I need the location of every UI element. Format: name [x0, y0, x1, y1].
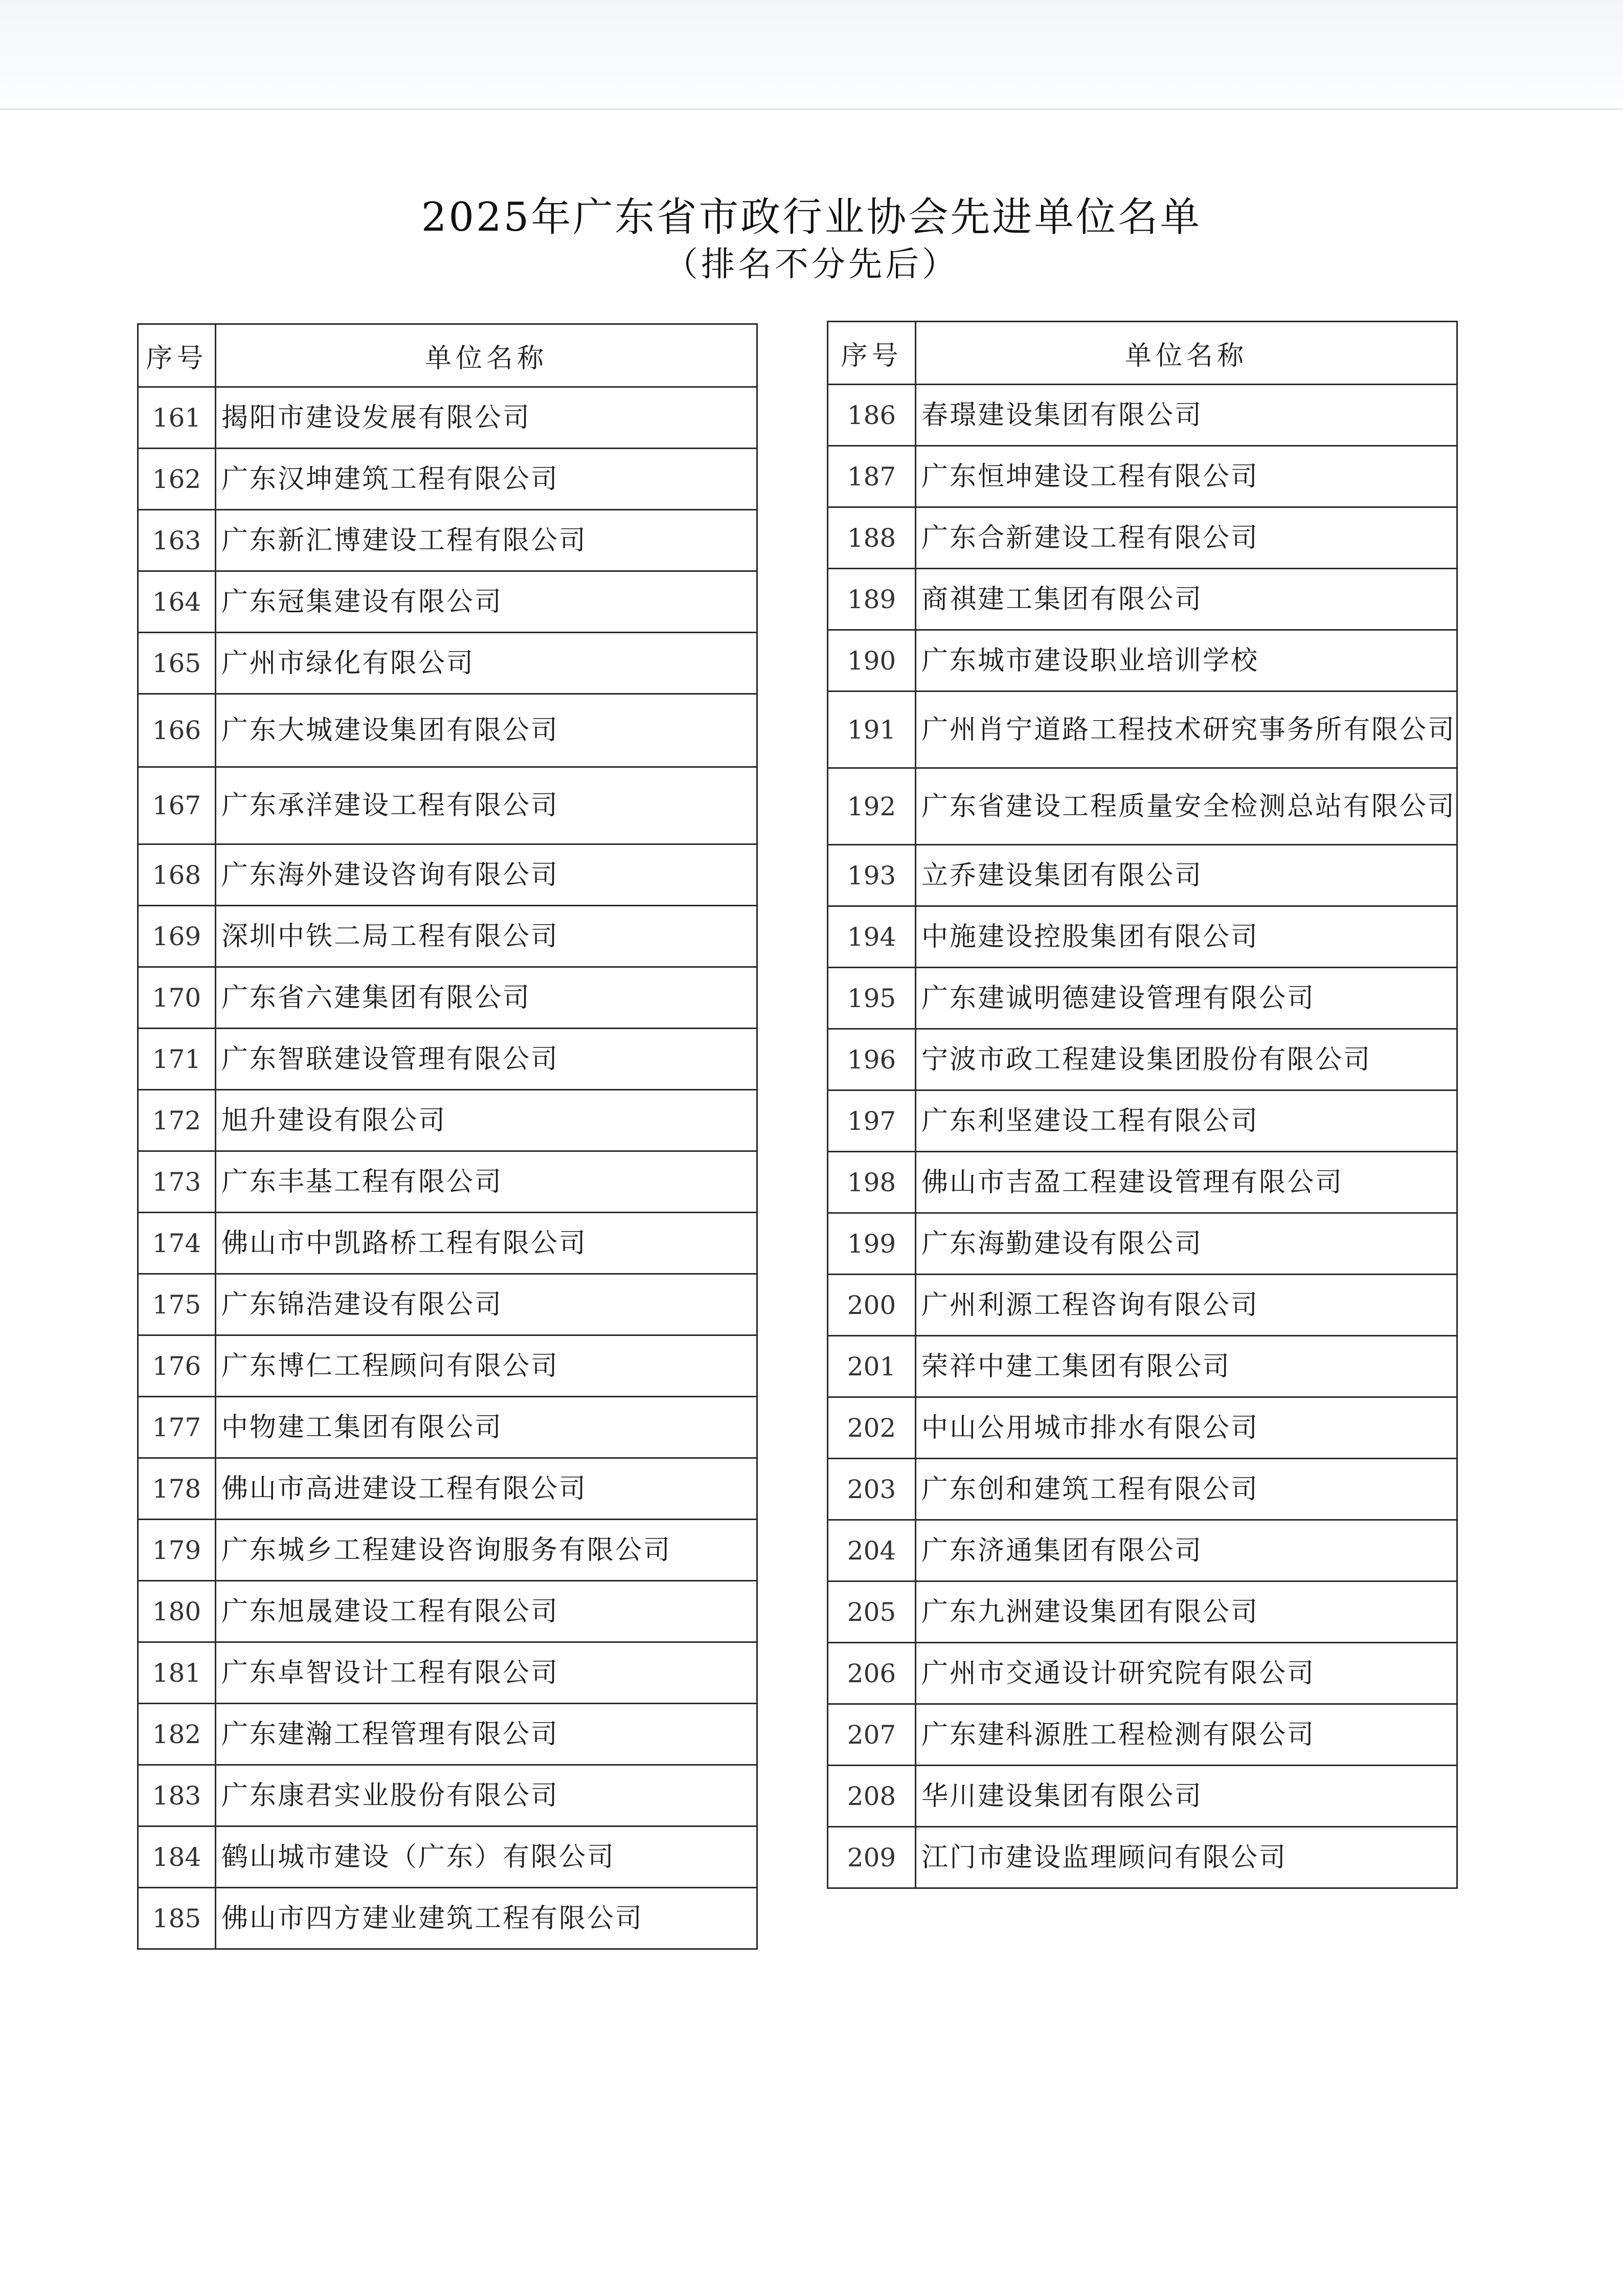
table-row — [828, 906, 1457, 968]
row-unit-name: 佛山市吉盈工程建设管理有限公司 — [916, 1152, 1457, 1213]
row-index: 186 — [828, 385, 916, 446]
row-index: 173 — [138, 1151, 216, 1213]
row-unit-name: 广州肖宁道路工程技术研究事务所有限公司 — [916, 692, 1457, 768]
table-row — [138, 1274, 757, 1335]
row-index: 164 — [138, 571, 216, 633]
row-index: 208 — [828, 1766, 916, 1827]
row-unit-name: 佛山市高进建设工程有限公司 — [216, 1458, 757, 1520]
row-unit-name: 广东汉坤建筑工程有限公司 — [216, 449, 757, 510]
row-index: 169 — [138, 906, 216, 967]
table-row — [828, 1336, 1457, 1397]
row-unit-name: 广东省建设工程质量安全检测总站有限公司 — [916, 768, 1457, 845]
row-index: 180 — [138, 1581, 216, 1642]
row-index: 185 — [138, 1888, 216, 1949]
row-unit-name: 广东博仁工程顾问有限公司 — [216, 1335, 757, 1397]
row-unit-name: 广东济通集团有限公司 — [916, 1520, 1457, 1581]
row-unit-name: 广东智联建设管理有限公司 — [216, 1029, 757, 1090]
row-unit-name: 广东新汇博建设工程有限公司 — [216, 510, 757, 571]
scan-edge-line — [0, 108, 1623, 110]
row-unit-name: 广东锦浩建设有限公司 — [216, 1274, 757, 1335]
row-index: 206 — [828, 1643, 916, 1704]
row-unit-name: 广东丰基工程有限公司 — [216, 1151, 757, 1213]
row-index: 202 — [828, 1397, 916, 1459]
row-index: 200 — [828, 1275, 916, 1336]
row-index: 161 — [138, 387, 216, 449]
row-unit-name: 广东海外建设咨询有限公司 — [216, 844, 757, 906]
table-row — [828, 1581, 1457, 1643]
row-unit-name: 广东海勤建设有限公司 — [916, 1213, 1457, 1275]
row-index: 165 — [138, 633, 216, 694]
table-row — [138, 1458, 757, 1520]
table-row — [138, 1704, 757, 1765]
row-index: 170 — [138, 967, 216, 1029]
row-unit-name: 广东创和建筑工程有限公司 — [916, 1459, 1457, 1520]
table-row — [138, 694, 757, 767]
table-row — [138, 1888, 757, 1949]
row-index: 205 — [828, 1581, 916, 1643]
table-row — [828, 1090, 1457, 1152]
row-unit-name: 广州市交通设计研究院有限公司 — [916, 1643, 1457, 1704]
table-row — [828, 1459, 1457, 1520]
row-index: 193 — [828, 845, 916, 906]
row-index: 184 — [138, 1826, 216, 1888]
page-subtitle: （排名不分先后） — [664, 244, 959, 284]
table-row — [828, 1643, 1457, 1704]
row-unit-name: 佛山市中凯路桥工程有限公司 — [216, 1213, 757, 1274]
row-index: 209 — [828, 1827, 916, 1888]
row-unit-name: 广东建瀚工程管理有限公司 — [216, 1704, 757, 1765]
table-row — [138, 1581, 757, 1642]
row-unit-name: 广东省六建集团有限公司 — [216, 967, 757, 1029]
row-index: 163 — [138, 510, 216, 571]
table-row — [138, 1029, 757, 1090]
table-row — [828, 1152, 1457, 1213]
row-index: 172 — [138, 1090, 216, 1151]
table-row — [828, 692, 1457, 768]
header-name: 单位名称 — [916, 322, 1457, 385]
row-unit-name: 广东九洲建设集团有限公司 — [916, 1581, 1457, 1643]
table-row — [828, 1520, 1457, 1581]
row-unit-name: 深圳中铁二局工程有限公司 — [216, 906, 757, 967]
table-row — [828, 1397, 1457, 1459]
row-index: 201 — [828, 1336, 916, 1397]
header-index: 序号 — [828, 322, 916, 385]
table-row — [828, 507, 1457, 569]
row-index: 183 — [138, 1765, 216, 1826]
table-row — [138, 449, 757, 510]
table-row — [138, 1520, 757, 1581]
row-unit-name: 广东恒坤建设工程有限公司 — [916, 446, 1457, 507]
row-unit-name: 旭升建设有限公司 — [216, 1090, 757, 1151]
row-unit-name: 春璟建设集团有限公司 — [916, 385, 1457, 446]
row-index: 171 — [138, 1029, 216, 1090]
row-unit-name: 鹤山城市建设（广东）有限公司 — [216, 1826, 757, 1888]
table-row — [138, 967, 757, 1029]
row-index: 190 — [828, 630, 916, 692]
table-row — [138, 1765, 757, 1826]
row-unit-name: 中施建设控股集团有限公司 — [916, 906, 1457, 968]
row-unit-name: 广东城乡工程建设咨询服务有限公司 — [216, 1520, 757, 1581]
table-row — [828, 968, 1457, 1029]
left-list-table — [137, 323, 758, 1950]
scan-edge-band — [0, 0, 1623, 115]
row-index: 207 — [828, 1704, 916, 1766]
row-index: 192 — [828, 768, 916, 845]
table-row — [138, 1151, 757, 1213]
table-header-row — [828, 322, 1457, 385]
row-index: 175 — [138, 1274, 216, 1335]
row-unit-name: 广东承洋建设工程有限公司 — [216, 767, 757, 844]
row-index: 203 — [828, 1459, 916, 1520]
table-row — [138, 633, 757, 694]
table-row — [828, 569, 1457, 630]
table-row — [138, 1213, 757, 1274]
row-index: 197 — [828, 1090, 916, 1152]
table-row — [138, 571, 757, 633]
table-row — [138, 906, 757, 967]
table-row — [828, 1766, 1457, 1827]
row-index: 191 — [828, 692, 916, 768]
table-row — [138, 510, 757, 571]
row-index: 177 — [138, 1397, 216, 1458]
row-index: 182 — [138, 1704, 216, 1765]
row-index: 174 — [138, 1213, 216, 1274]
row-index: 179 — [138, 1520, 216, 1581]
row-unit-name: 广东旭晟建设工程有限公司 — [216, 1581, 757, 1642]
table-row — [138, 844, 757, 906]
table-row — [138, 1335, 757, 1397]
row-index: 195 — [828, 968, 916, 1029]
row-index: 204 — [828, 1520, 916, 1581]
row-index: 167 — [138, 767, 216, 844]
row-index: 162 — [138, 449, 216, 510]
table-row — [138, 1826, 757, 1888]
row-index: 188 — [828, 507, 916, 569]
row-unit-name: 广东城市建设职业培训学校 — [916, 630, 1457, 692]
row-unit-name: 广东建诚明德建设管理有限公司 — [916, 968, 1457, 1029]
page-title: 2025年广东省市政行业协会先进单位名单 — [421, 194, 1202, 240]
table-row — [138, 1642, 757, 1704]
row-unit-name: 佛山市四方建业建筑工程有限公司 — [216, 1888, 757, 1949]
header-index: 序号 — [138, 324, 216, 387]
table-row — [138, 767, 757, 844]
row-index: 187 — [828, 446, 916, 507]
row-unit-name: 荣祥中建工集团有限公司 — [916, 1336, 1457, 1397]
right-list-table — [827, 321, 1458, 1889]
table-row — [138, 1090, 757, 1151]
row-index: 176 — [138, 1335, 216, 1397]
table-row — [138, 387, 757, 449]
table-row — [828, 845, 1457, 906]
row-index: 168 — [138, 844, 216, 906]
table-row — [828, 1029, 1457, 1090]
row-unit-name: 江门市建设监理顾问有限公司 — [916, 1827, 1457, 1888]
row-unit-name: 广东建科源胜工程检测有限公司 — [916, 1704, 1457, 1766]
row-index: 198 — [828, 1152, 916, 1213]
row-unit-name: 广州利源工程咨询有限公司 — [916, 1275, 1457, 1336]
row-unit-name: 揭阳市建设发展有限公司 — [216, 387, 757, 449]
row-index: 199 — [828, 1213, 916, 1275]
header-name: 单位名称 — [216, 324, 757, 387]
row-unit-name: 广东卓智设计工程有限公司 — [216, 1642, 757, 1704]
row-unit-name: 中物建工集团有限公司 — [216, 1397, 757, 1458]
row-index: 196 — [828, 1029, 916, 1090]
row-unit-name: 中山公用城市排水有限公司 — [916, 1397, 1457, 1459]
table-row — [828, 1213, 1457, 1275]
row-index: 178 — [138, 1458, 216, 1520]
table-row — [828, 446, 1457, 507]
row-index: 181 — [138, 1642, 216, 1704]
row-index: 189 — [828, 569, 916, 630]
row-unit-name: 华川建设集团有限公司 — [916, 1766, 1457, 1827]
table-row — [828, 1704, 1457, 1766]
table-header-row — [138, 324, 757, 387]
table-row — [828, 768, 1457, 845]
row-unit-name: 商祺建工集团有限公司 — [916, 569, 1457, 630]
row-unit-name: 广东利坚建设工程有限公司 — [916, 1090, 1457, 1152]
table-row — [828, 1827, 1457, 1888]
row-unit-name: 广东康君实业股份有限公司 — [216, 1765, 757, 1826]
row-index: 194 — [828, 906, 916, 968]
table-row — [828, 1275, 1457, 1336]
table-row — [828, 630, 1457, 692]
row-unit-name: 广州市绿化有限公司 — [216, 633, 757, 694]
row-unit-name: 广东冠集建设有限公司 — [216, 571, 757, 633]
table-row — [828, 385, 1457, 446]
row-index: 166 — [138, 694, 216, 767]
row-unit-name: 立乔建设集团有限公司 — [916, 845, 1457, 906]
row-unit-name: 广东合新建设工程有限公司 — [916, 507, 1457, 569]
row-unit-name: 广东大城建设集团有限公司 — [216, 694, 757, 767]
table-row — [138, 1397, 757, 1458]
row-unit-name: 宁波市政工程建设集团股份有限公司 — [916, 1029, 1457, 1090]
